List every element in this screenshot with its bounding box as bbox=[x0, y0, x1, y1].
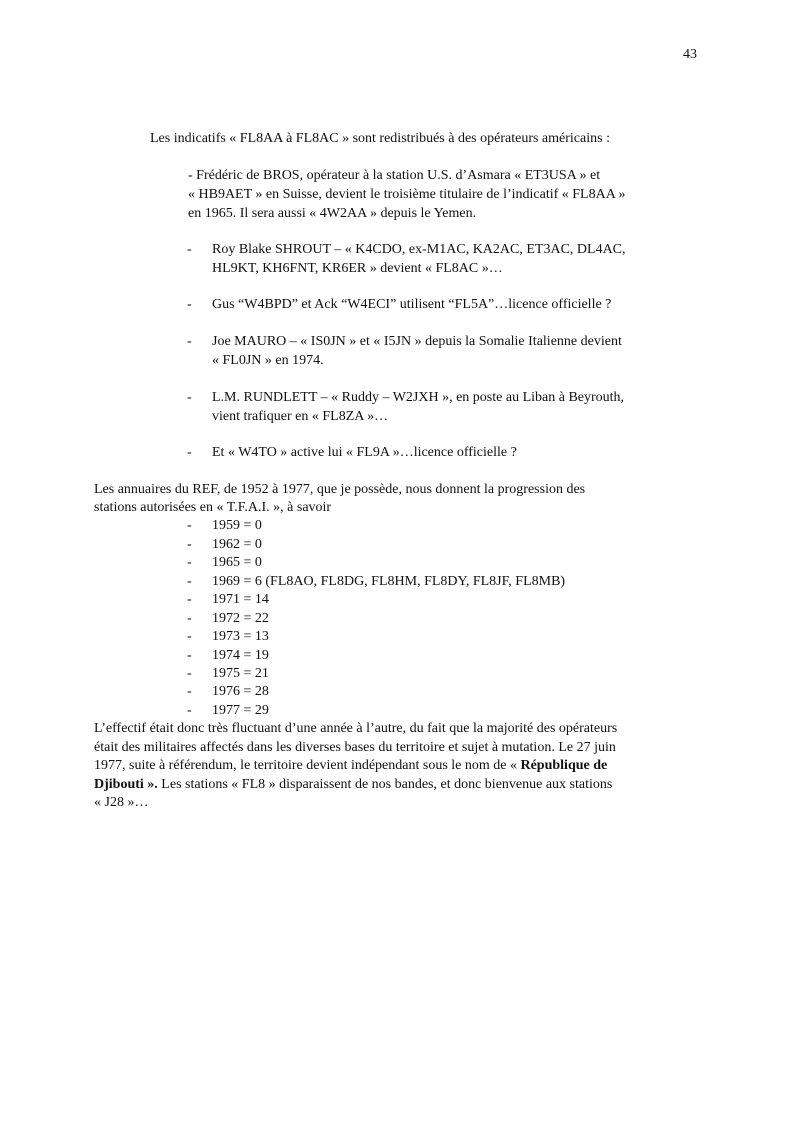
progression-item: 1973 = 13 bbox=[212, 629, 269, 644]
republique-bold: République de bbox=[520, 758, 608, 773]
list-dash: - bbox=[187, 537, 192, 552]
conclusion-line: « J28 »… bbox=[94, 795, 149, 810]
progression-item: 1971 = 14 bbox=[212, 592, 269, 607]
list-dash: - bbox=[187, 574, 192, 589]
conclusion-text: Les stations « FL8 » disparaissent de nos bandes, et donc bienvenue aux stations bbox=[157, 777, 613, 792]
list-dash: - bbox=[187, 648, 192, 663]
progression-item: 1975 = 21 bbox=[212, 666, 269, 681]
operator-line: vient trafiquer en « FL8ZA »… bbox=[212, 409, 389, 424]
frederic-line: « HB9AET » en Suisse, devient le troisième titulaire de l’indicatif « FL8AA » bbox=[188, 187, 626, 202]
operator-line: L.M. RUNDLETT – « Ruddy – W2JXH », en poste au Liban à Beyrouth, bbox=[212, 390, 625, 405]
operator-line: HL9KT, KH6FNT, KR6ER » devient « FL8AC »… bbox=[212, 261, 503, 276]
frederic-line: - Frédéric de BROS, opérateur à la station U.S. d’Asmara « ET3USA » et bbox=[188, 168, 601, 183]
list-dash: - bbox=[187, 334, 192, 349]
annuaires-line: Les annuaires du REF, de 1952 à 1977, que je possède, nous donnent la progression des bbox=[94, 482, 586, 497]
intro-line: Les indicatifs « FL8AA à FL8AC » sont redistribués à des opérateurs américains : bbox=[150, 131, 610, 146]
list-dash: - bbox=[187, 611, 192, 626]
progression-item: 1959 = 0 bbox=[212, 518, 262, 533]
conclusion-line bbox=[94, 777, 612, 793]
conclusion-line: L’effectif était donc très fluctuant d’une année à l’autre, du fait que la majorité des opérateurs bbox=[94, 721, 618, 736]
operator-line: Et « W4TO » active lui « FL9A »…licence officielle ? bbox=[212, 445, 517, 460]
conclusion-line: était des militaires affectés dans les diverses bases du territoire et sujet à mutation. Le 27 juin bbox=[94, 740, 616, 755]
operator-line: Gus “W4BPD” et Ack “W4ECI” utilisent “FL5A”…licence officielle ? bbox=[212, 297, 612, 312]
annuaires-line: stations autorisées en « T.F.A.I. », à savoir bbox=[94, 500, 332, 515]
progression-item: 1965 = 0 bbox=[212, 555, 262, 570]
operator-line: Roy Blake SHROUT – « K4CDO, ex-M1AC, KA2AC, ET3AC, DL4AC, bbox=[212, 242, 626, 257]
progression-item: 1972 = 22 bbox=[212, 611, 269, 626]
page-number: 43 bbox=[683, 47, 697, 62]
progression-item: 1976 = 28 bbox=[212, 684, 269, 699]
list-dash: - bbox=[187, 390, 192, 405]
djibouti-bold: Djibouti ». bbox=[94, 777, 158, 792]
list-dash: - bbox=[187, 518, 192, 533]
list-dash: - bbox=[187, 703, 192, 718]
list-dash: - bbox=[187, 242, 192, 257]
conclusion-text: 1977, suite à référendum, le territoire devient indépendant sous le nom de « bbox=[94, 758, 521, 773]
list-dash: - bbox=[187, 555, 192, 570]
progression-item: 1974 = 19 bbox=[212, 648, 269, 663]
list-dash: - bbox=[187, 684, 192, 699]
conclusion-line bbox=[94, 758, 607, 774]
frederic-line: en 1965. Il sera aussi « 4W2AA » depuis le Yemen. bbox=[188, 206, 477, 221]
progression-item: 1977 = 29 bbox=[212, 703, 269, 718]
operator-line: « FL0JN » en 1974. bbox=[212, 353, 324, 368]
operator-line: Joe MAURO – « IS0JN » et « I5JN » depuis la Somalie Italienne devient bbox=[212, 334, 622, 349]
list-dash: - bbox=[187, 666, 192, 681]
progression-item: 1962 = 0 bbox=[212, 537, 262, 552]
list-dash: - bbox=[187, 592, 192, 607]
progression-item: 1969 = 6 (FL8AO, FL8DG, FL8HM, FL8DY, FL8JF, FL8MB) bbox=[212, 574, 566, 589]
list-dash: - bbox=[187, 629, 192, 644]
list-dash: - bbox=[187, 445, 192, 460]
list-dash: - bbox=[187, 297, 192, 312]
